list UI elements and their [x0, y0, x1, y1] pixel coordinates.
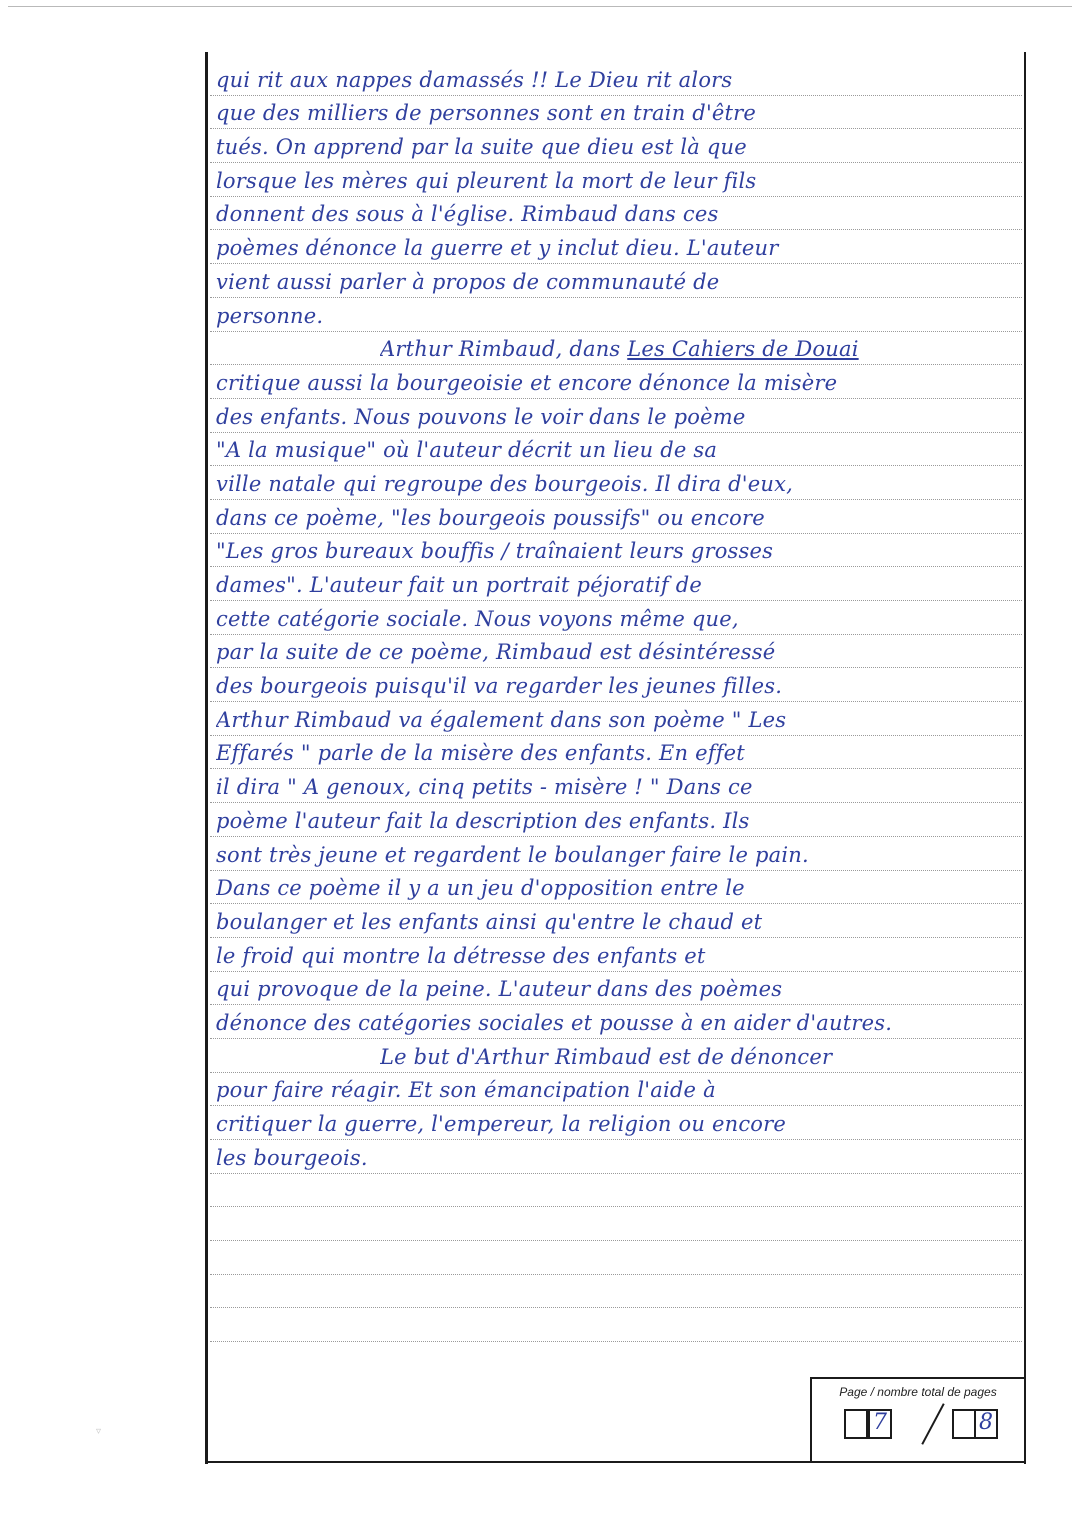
text-line: [210, 837, 1022, 871]
text-line-content: "Les gros bureaux bouffis / traînaient leurs grosses: [216, 539, 774, 564]
empty-line: [210, 1241, 1022, 1275]
current-page-number: 7: [873, 1410, 887, 1435]
frame-right-border: [1024, 52, 1026, 1464]
text-line-content: qui provoque de la peine. L'auteur dans des poèmes: [216, 977, 783, 1002]
text-line-content: que des milliers de personnes sont en train d'être: [216, 101, 757, 126]
text-line-content: critique aussi la bourgeoisie et encore dénonce la misère: [216, 370, 838, 395]
text-line-content: cette catégorie sociale. Nous voyons même que,: [216, 606, 739, 631]
text-line: [210, 635, 1022, 669]
text-line: [210, 736, 1022, 770]
text-line: [210, 365, 1022, 399]
text-line-prefix: Arthur Rimbaud, dans: [380, 337, 628, 362]
text-line: [210, 668, 1022, 702]
text-line: [210, 433, 1022, 467]
text-line-content: le froid qui montre la détresse des enfants et: [216, 943, 706, 968]
empty-line: [210, 1174, 1022, 1208]
text-line: [210, 466, 1022, 500]
current-page-box-left: [844, 1409, 868, 1439]
text-line-content: sont très jeune et regardent le boulanger faire le pain.: [216, 842, 809, 867]
text-line-content: des enfants. Nous pouvons le voir dans le poème: [216, 404, 746, 429]
text-line: [210, 163, 1022, 197]
text-line: [210, 298, 1022, 332]
text-line-content: dans ce poème, "les bourgeois poussifs" ou encore: [216, 505, 765, 530]
text-line: [210, 938, 1022, 972]
text-line: [210, 500, 1022, 534]
page-counter: [810, 1377, 1024, 1463]
page-separator-slash: [921, 1403, 944, 1445]
scan-margin-mark: ▿: [96, 1426, 102, 1437]
text-line-content: "A la musique" où l'auteur décrit un lieu de sa: [216, 438, 718, 463]
text-line: [210, 567, 1022, 601]
text-line: [210, 129, 1022, 163]
empty-line: [210, 1207, 1022, 1241]
text-line-content: donnent des sous à l'église. Rimbaud dans ces: [216, 202, 719, 227]
text-line: [210, 1106, 1022, 1140]
text-line: [210, 803, 1022, 837]
text-line: [210, 264, 1022, 298]
text-line: [210, 972, 1022, 1006]
text-line-content: Arthur Rimbaud va également dans son poème " Les: [216, 707, 787, 732]
text-line-content: Le but d'Arthur Rimbaud est de dénoncer: [380, 1044, 833, 1069]
text-line-content: vient aussi parler à propos de communauté de: [216, 269, 720, 294]
text-line: [210, 1140, 1022, 1174]
text-line: [210, 62, 1022, 96]
text-line: [210, 399, 1022, 433]
text-line: [210, 1039, 1022, 1073]
text-line-content: critiquer la guerre, l'empereur, la religion ou encore: [216, 1112, 786, 1136]
total-pages-number: 8: [979, 1410, 993, 1435]
text-line: [210, 702, 1022, 736]
text-line-content: dénonce des catégories sociales et pousse à en aider d'autres.: [216, 1010, 893, 1035]
text-line-content: dames". L'auteur fait un portrait péjoratif de: [216, 573, 703, 597]
text-line-content: Effarés " parle de la misère des enfants. En effet: [216, 741, 745, 766]
text-line-content: il dira " A genoux, cinq petits - misère ! " Dans ce: [216, 775, 753, 800]
text-line-content: Dans ce poème il y a un jeu d'opposition entre le: [216, 876, 745, 901]
text-line-content: [380, 337, 1018, 361]
text-line: [210, 230, 1022, 264]
text-line-content: pour faire réagir. Et son émancipation l'aide à: [216, 1078, 716, 1103]
text-line-content: boulanger et les enfants ainsi qu'entre le chaud et: [216, 909, 763, 934]
text-line: [210, 197, 1022, 231]
text-line-content: les bourgeois.: [216, 1145, 368, 1170]
text-line-content: tués. On apprend par la suite que dieu est là que: [216, 135, 747, 160]
text-line-content: qui rit aux nappes damassés !! Le Dieu rit alors: [216, 67, 733, 92]
book-title: Les Cahiers de Douai: [627, 337, 859, 362]
text-line-content: lorsque les mères qui pleurent la mort de leur fils: [216, 168, 757, 193]
text-line-content: poèmes dénonce la guerre et y inclut dieu. L'auteur: [216, 236, 779, 261]
text-line: [210, 601, 1022, 635]
text-line: [210, 1073, 1022, 1107]
text-line-content: poème l'auteur fait la description des enfants. Ils: [216, 808, 750, 833]
text-line-content: par la suite de ce poème, Rimbaud est désintéressé: [216, 640, 776, 665]
frame-left-border: [205, 52, 208, 1464]
text-line-content: des bourgeois puisqu'il va regarder les jeunes filles.: [216, 674, 783, 699]
page-counter-label: Page / nombre total de pages: [839, 1385, 997, 1399]
text-line: [210, 332, 1022, 366]
text-line: [210, 904, 1022, 938]
text-line: [210, 534, 1022, 568]
empty-line: [210, 1275, 1022, 1309]
text-line-content: ville natale qui regroupe des bourgeois. Il dira d'eux,: [216, 471, 794, 496]
text-line: [210, 96, 1022, 130]
text-line: [210, 769, 1022, 803]
top-rule: [8, 6, 1072, 7]
empty-line: [210, 1308, 1022, 1342]
text-line: [210, 1005, 1022, 1039]
text-line: [210, 871, 1022, 905]
text-line-content: personne.: [216, 303, 324, 328]
handwritten-text-area: [210, 62, 1022, 1342]
